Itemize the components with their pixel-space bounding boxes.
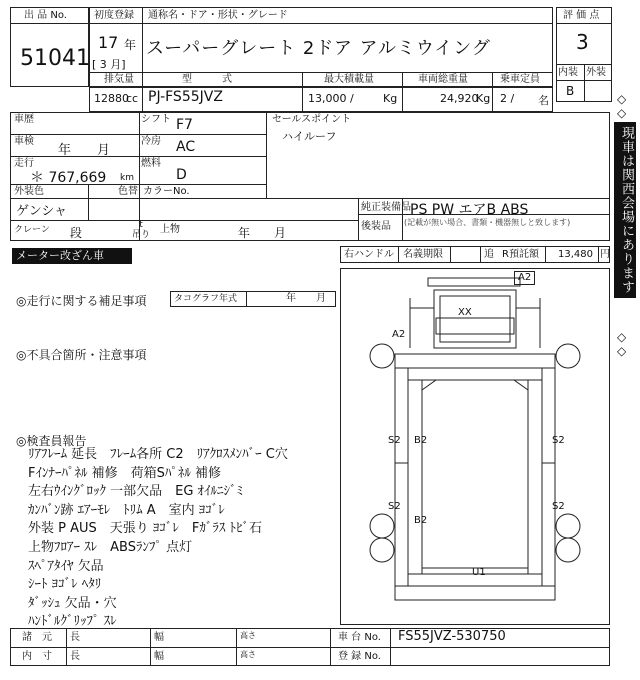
car-name: スーパーグレート 2ドア アルミウイング — [146, 38, 491, 59]
year-unit: 年 — [124, 38, 137, 52]
max-load-label: 最大積載量 — [324, 74, 374, 85]
specs-label: 諸 元 — [22, 632, 52, 643]
width-label: 幅 — [154, 651, 164, 662]
report-line: 外装 P AUS 天張り ﾖｺﾞﾚ Fｶﾞﾗｽ ﾄﾋﾞ石 — [28, 521, 263, 537]
displacement-unit: cc — [126, 92, 139, 105]
mileage-value: ＊ 767,669 — [30, 170, 107, 186]
aftermarket-label: 後装品 — [361, 221, 391, 232]
equipment-value: PS PW エアB ABS — [410, 202, 529, 218]
diamond-icon: ◇ — [617, 344, 627, 358]
mileage-unit: km — [120, 173, 134, 183]
chassis-label: 車 台 No. — [338, 632, 381, 643]
lot-label: 出 品 No. — [24, 10, 67, 21]
max-load-value: 13,000 / — [308, 92, 354, 105]
model-label: 型 式 — [182, 74, 232, 85]
driving-notes-heading: ◎走行に関する補足事項 — [16, 294, 147, 308]
registration-label: 名義期限 — [403, 249, 443, 260]
interior-score: B — [566, 84, 575, 98]
inspector-report — [28, 446, 288, 632]
score-label: 評 価 点 — [563, 10, 600, 21]
gross-weight-unit: Kg — [476, 92, 491, 105]
diagram-mark: S2 — [552, 435, 565, 446]
report-line: ﾊﾝﾄﾞﾙｸﾞﾘｯﾌﾟ ｽﾚ — [28, 614, 117, 630]
color-label: 外装色 — [14, 186, 44, 197]
shift-value: F7 — [176, 117, 193, 133]
listing-label: 上物 — [160, 224, 180, 235]
diamond-icon: ◇ — [617, 92, 627, 106]
fuel-label: 燃料 — [141, 158, 161, 169]
tacho-value: 年 月 — [286, 293, 326, 304]
diagram-mark: S2 — [552, 501, 565, 512]
first-reg-label: 初度登録 — [94, 10, 134, 21]
report-line: ﾘｱﾌﾚｰﾑ 延長 ﾌﾚｰﾑ各所 C2 ﾘｱｸﾛｽﾒﾝﾊﾞｰ C穴 — [28, 447, 288, 462]
report-line: Fｲﾝﾅｰﾊﾟﾈﾙ 補修 荷箱Sﾊﾟﾈﾙ 補修 — [28, 465, 221, 481]
diagram-mark: A2 — [392, 329, 406, 340]
handle-label: 右ハンドル — [344, 249, 394, 260]
tacho-label: タコグラフ年式 — [174, 294, 238, 304]
history-label: 車歴 — [14, 114, 34, 125]
mileage-label: 走行 — [14, 158, 34, 169]
length-label: 長 — [70, 651, 80, 662]
report-line: 上物ﾌﾛｱｰ ｽﾚ ABSﾗﾝﾌﾟ 点灯 — [28, 539, 193, 555]
shift-label: シフト — [141, 114, 171, 125]
max-load-unit: Kg — [383, 92, 398, 105]
diamond-icon: ◇ — [617, 330, 627, 344]
crane-value: 段 — [70, 226, 83, 240]
report-line: ｼｰﾄ ﾖｺﾞﾚ ﾍﾀﾘ — [28, 577, 102, 593]
car-name-label: 通称名・ドア・形状・グレード — [148, 10, 288, 21]
crane-label: クレーン — [14, 225, 50, 235]
report-line: ﾀﾞｯｼｭ 欠品・穴 — [28, 595, 117, 611]
sales-label: セールスポイント — [272, 114, 352, 125]
width-label: 幅 — [154, 632, 164, 643]
diagram-mark: A2 — [514, 271, 535, 285]
first-reg-month: [ 3 月] — [92, 58, 126, 71]
ac-value: AC — [176, 139, 196, 155]
inspector-heading: ◎検査員報告 — [16, 434, 87, 448]
height-label: 高さ — [240, 631, 256, 640]
diagram-mark: S2 — [388, 501, 401, 512]
capacity-value: 2 / — [500, 92, 515, 105]
diagram-mark: S2 — [388, 435, 401, 446]
gross-weight-value: 24,920 — [440, 92, 479, 105]
length-label: 長 — [70, 632, 80, 643]
interior-label: 内装 — [558, 67, 578, 78]
recycle-label: 追 — [484, 249, 494, 260]
sales-value: ハイルーフ — [282, 130, 337, 143]
model-value: PJ-FS55JVZ — [148, 89, 223, 105]
diagram-mark: XX — [458, 307, 472, 318]
equipment-label: 純正装備品 — [361, 202, 411, 213]
report-line: ｽﾍﾟｱﾀｲﾔ 欠品 — [28, 558, 104, 574]
lot-number: 51041 — [20, 46, 90, 71]
recycle-unit: 円 — [600, 249, 610, 260]
ac-label: 冷房 — [141, 136, 161, 147]
recycle-fee-label: R預託額 — [502, 249, 539, 260]
color-value: ゲンシャ — [16, 204, 68, 219]
displacement-value: 12880 — [94, 92, 129, 105]
reg-no-label: 登 録 No. — [338, 651, 381, 662]
side-notice-column — [612, 92, 638, 362]
defects-heading: ◎不具合箇所・注意事項 — [16, 348, 147, 362]
score-value: 3 — [576, 30, 589, 54]
capacity-label: 乗車定員 — [500, 74, 540, 85]
listing-value: 年 月 — [238, 226, 287, 240]
diagram-mark: B2 — [414, 515, 428, 526]
exterior-label: 外装 — [586, 67, 606, 78]
report-line: ｶﾝﾊﾞﾝ跡 ｴｱｰﾓﾚ ﾄﾘﾑ A 室内 ﾖｺﾞﾚ — [28, 502, 225, 518]
aftermarket-note: (記載が無い場合、書類・機器無しと致します) — [404, 218, 571, 227]
tamper-notice: メーター改ざん車 — [12, 248, 132, 264]
inspection-value: 年 月 — [58, 143, 111, 158]
crane-unit: t 吊り — [132, 220, 151, 240]
gross-weight-label: 車両総重量 — [418, 74, 468, 85]
interior-dims-label: 内 寸 — [22, 651, 52, 662]
recycle-fee: 13,480 — [558, 249, 593, 260]
fuel-value: D — [176, 167, 187, 183]
report-line: 左右ｳｲﾝｸﾞﾛｯｸ 一部欠品 EG ｵｲﾙﾆｼﾞﾐ — [28, 484, 244, 500]
color-no-label: 色替 — [118, 186, 138, 197]
color-code-label: カラーNo. — [143, 186, 190, 197]
chassis-value: FS55JVZ-530750 — [398, 629, 506, 644]
side-notice: 現車は関西会場にあります — [614, 122, 636, 298]
height-label: 高さ — [240, 650, 256, 659]
inspection-label: 車検 — [14, 136, 34, 147]
diamond-icon: ◇ — [617, 106, 627, 120]
diagram-mark: B2 — [414, 435, 428, 446]
capacity-unit: 名 — [538, 94, 549, 107]
first-reg-year: 17 — [98, 33, 119, 52]
diagram-mark: U1 — [472, 567, 486, 578]
displacement-label: 排気量 — [104, 74, 134, 85]
